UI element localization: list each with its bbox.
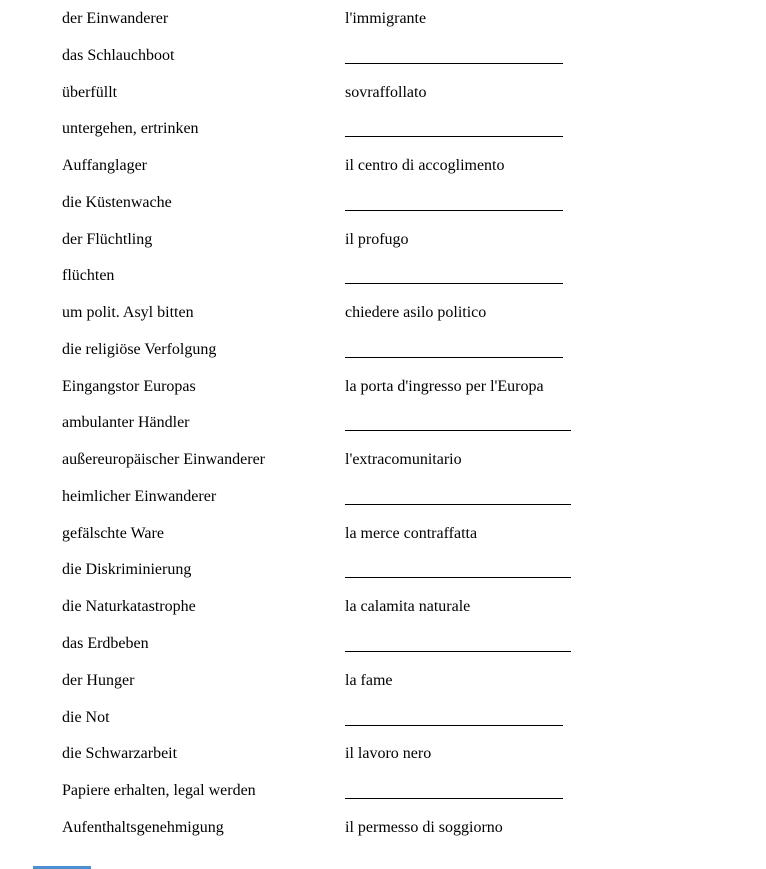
vocab-row [62, 818, 766, 855]
german-term: die Naturkatastrophe [62, 598, 196, 616]
answer-blank-line[interactable] [345, 193, 563, 211]
vocab-list [62, 9, 766, 855]
vocab-row [62, 634, 766, 671]
vocab-row [62, 524, 766, 561]
answer-blank-line[interactable] [345, 708, 563, 726]
italian-term: la merce contraffatta [345, 524, 478, 542]
german-term: flüchten [62, 267, 115, 285]
answer-blank-line[interactable] [345, 634, 571, 652]
german-term: gefälschte Ware [62, 524, 164, 542]
vocab-row [62, 597, 766, 634]
answer-blank-line[interactable] [345, 46, 563, 64]
german-term: Auffanglager [62, 157, 147, 175]
vocab-row [62, 413, 766, 450]
german-term: Papiere erhalten, legal werden [62, 782, 256, 800]
german-term: heimlicher Einwanderer [62, 487, 217, 505]
italian-term: il lavoro nero [345, 745, 432, 763]
italian-term: l'immigrante [345, 10, 427, 27]
italian-term: l'extracomunitario [345, 451, 462, 469]
vocab-row [62, 9, 766, 46]
answer-blank-line[interactable] [345, 487, 571, 505]
vocab-row [62, 708, 766, 745]
german-term: die religiöse Verfolgung [62, 340, 217, 358]
italian-term: la porta d'ingresso per l'Europa [345, 377, 544, 395]
answer-blank-line[interactable] [345, 413, 571, 431]
answer-blank-line[interactable] [345, 119, 563, 137]
vocab-row [62, 744, 766, 781]
german-term: der Einwanderer [62, 10, 169, 27]
vocab-row [62, 266, 766, 303]
vocab-row [62, 83, 766, 120]
vocab-row [62, 781, 766, 818]
italian-term: il profugo [345, 230, 409, 248]
vocab-row [62, 119, 766, 156]
german-term: untergehen, ertrinken [62, 120, 199, 138]
answer-blank-line[interactable] [345, 781, 563, 799]
answer-blank-line[interactable] [345, 266, 563, 284]
german-term: überfüllt [62, 83, 118, 101]
german-term: um polit. Asyl bitten [62, 304, 194, 322]
german-term: ambulanter Händler [62, 414, 190, 432]
italian-term: la calamita naturale [345, 598, 471, 616]
german-term: die Schwarzarbeit [62, 745, 178, 763]
german-term: Eingangstor Europas [62, 377, 196, 395]
italian-term: chiedere asilo politico [345, 304, 487, 322]
german-term: die Not [62, 708, 110, 726]
vocab-row [62, 156, 766, 193]
german-term: das Erdbeben [62, 635, 149, 653]
vocab-row [62, 450, 766, 487]
vocab-row [62, 46, 766, 83]
vocab-row [62, 340, 766, 377]
vocab-row [62, 671, 766, 708]
german-term: außereuropäischer Einwanderer [62, 451, 265, 469]
answer-blank-line[interactable] [345, 560, 571, 578]
german-term: der Flüchtling [62, 230, 153, 248]
italian-term: la fame [345, 671, 393, 689]
vocab-row [62, 560, 766, 597]
vocab-row [62, 377, 766, 414]
german-term: die Diskriminierung [62, 561, 192, 579]
answer-blank-line[interactable] [345, 340, 563, 358]
german-term: der Hunger [62, 671, 135, 689]
vocab-row [62, 303, 766, 340]
vocab-row [62, 230, 766, 267]
vocab-row [62, 487, 766, 524]
vocab-row [62, 193, 766, 230]
german-term: das Schlauchboot [62, 46, 175, 64]
german-term: die Küstenwache [62, 193, 172, 211]
german-term: Aufenthaltsgenehmigung [62, 818, 224, 836]
italian-term: sovraffollato [345, 83, 427, 101]
italian-term: il centro di accoglimento [345, 157, 505, 175]
italian-term: il permesso di soggiorno [345, 818, 503, 836]
